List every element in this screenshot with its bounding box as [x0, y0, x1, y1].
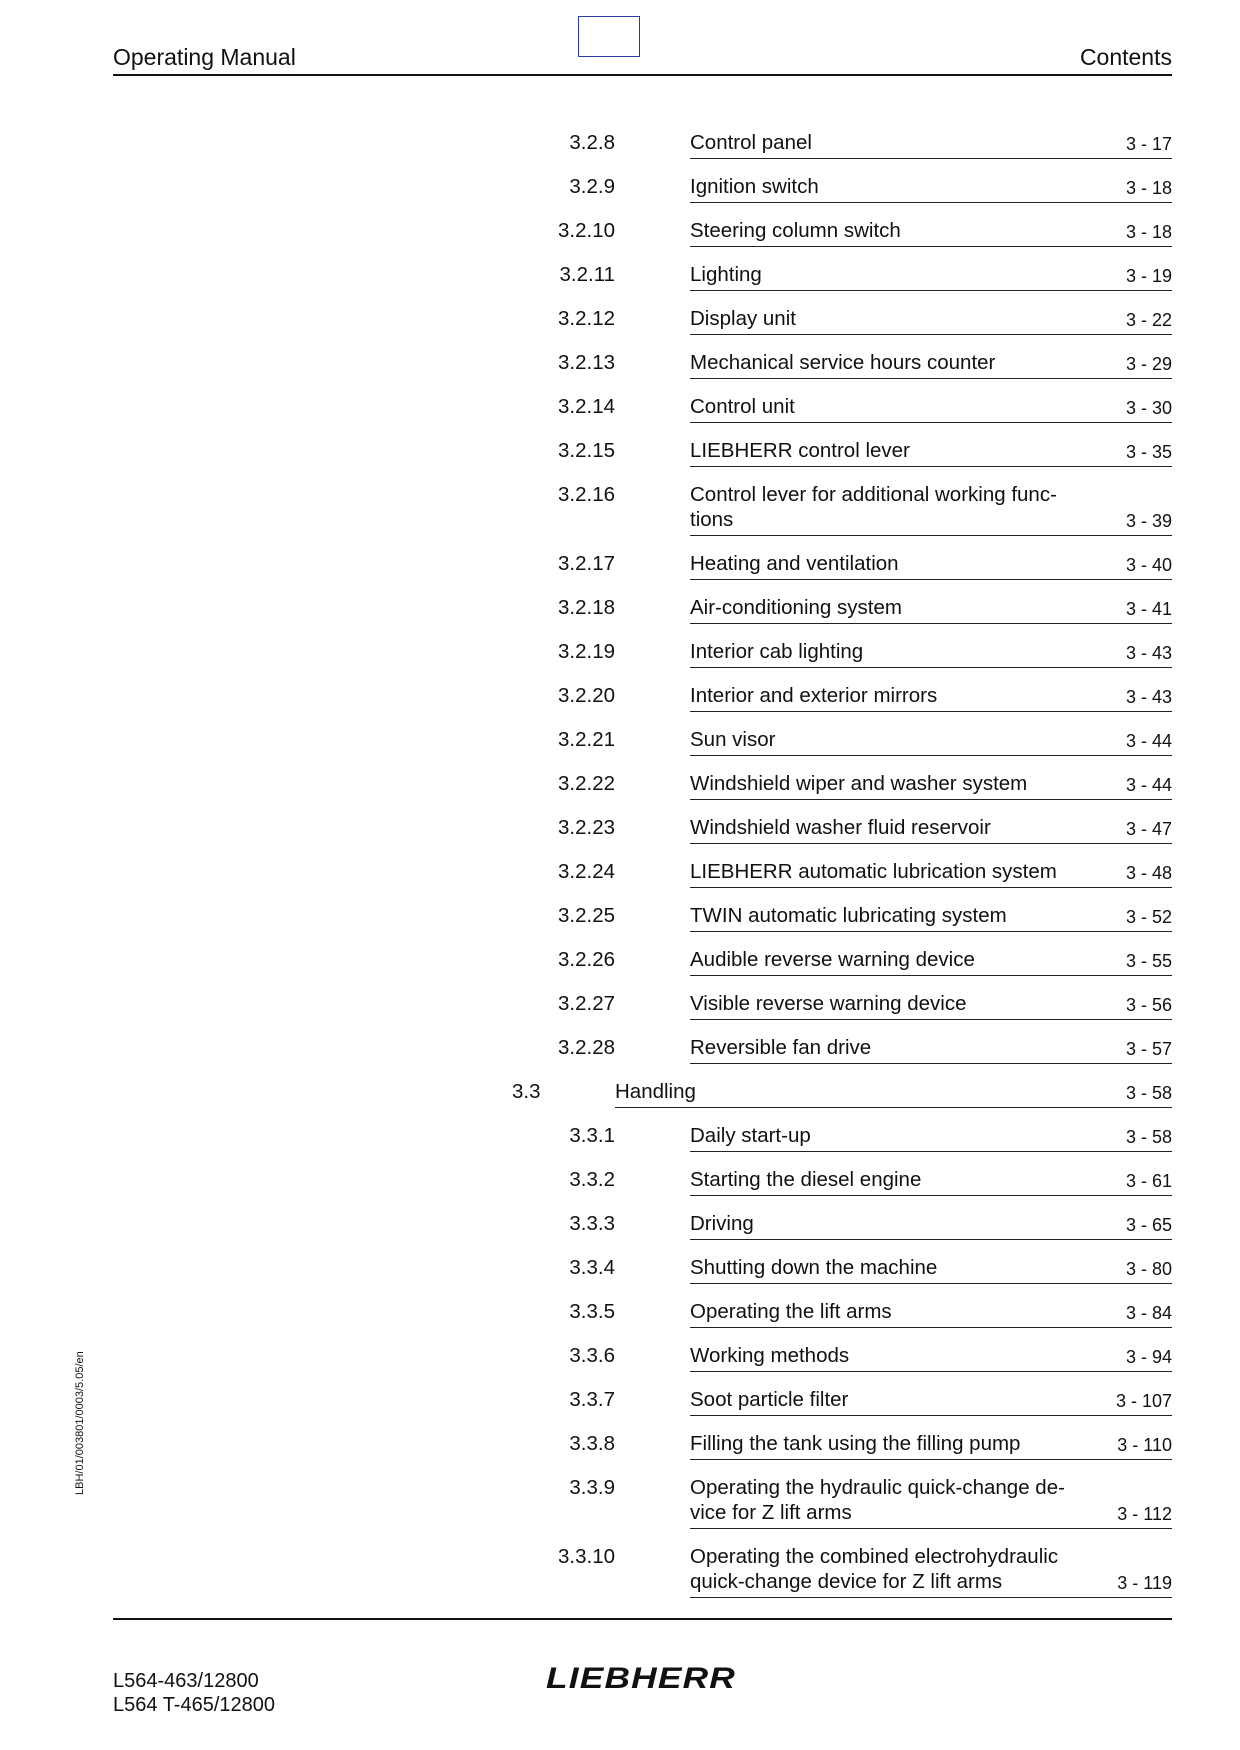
- toc-entry[interactable]: [0, 1475, 1172, 1531]
- toc-entry[interactable]: [0, 1431, 1172, 1462]
- toc-number: 3.3.2: [569, 1168, 615, 1191]
- toc-entry[interactable]: [0, 1123, 1172, 1154]
- toc-title: Starting the diesel engine: [690, 1168, 922, 1191]
- toc-rule: [690, 1151, 1172, 1152]
- toc-number: 3.2.16: [558, 483, 615, 506]
- toc-entry[interactable]: [0, 218, 1172, 249]
- model-number-2: L564 T-465/12800: [113, 1694, 276, 1716]
- toc-page: 3 - 65: [1125, 1215, 1172, 1235]
- toc-title: Visible reverse warning device: [690, 992, 967, 1015]
- toc-number: 3.2.27: [558, 992, 615, 1015]
- toc-number: 3.2.8: [569, 131, 615, 154]
- toc-number: 3.2.10: [558, 219, 615, 242]
- toc-page: 3 - 44: [1125, 775, 1172, 795]
- toc-title: Interior and exterior mirrors: [690, 684, 938, 707]
- toc-rule: [690, 755, 1172, 756]
- toc-title: Operating the lift arms: [690, 1300, 892, 1323]
- toc-page: 3 - 110: [1117, 1435, 1172, 1455]
- toc-title: Driving: [690, 1212, 754, 1235]
- toc-page: 3 - 107: [1115, 1391, 1172, 1411]
- toc-rule: [690, 975, 1172, 976]
- toc-page: 3 - 112: [1117, 1504, 1172, 1524]
- toc-entry[interactable]: [0, 947, 1172, 978]
- toc-entry[interactable]: [0, 771, 1172, 802]
- logo-text: LIEBHERR: [546, 1664, 736, 1692]
- toc-rule: [690, 799, 1172, 800]
- toc-entry[interactable]: [0, 1544, 1172, 1600]
- toc-number: 3.2.12: [558, 307, 615, 330]
- toc-rule: [690, 887, 1172, 888]
- toc-rule: [690, 1195, 1172, 1196]
- toc-entry[interactable]: [0, 815, 1172, 846]
- footer-divider: [113, 1618, 1172, 1620]
- toc-page: 3 - 57: [1125, 1039, 1172, 1059]
- toc-number: 3.3: [512, 1080, 541, 1103]
- toc-title: Control lever for additional working func- tions: [690, 483, 1057, 531]
- toc-rule: [690, 1019, 1172, 1020]
- toc-page: 3 - 58: [1125, 1127, 1172, 1147]
- toc-rule: [690, 422, 1172, 423]
- toc-entry[interactable]: [0, 394, 1172, 425]
- toc-entry[interactable]: [0, 859, 1172, 890]
- toc-number: 3.2.19: [558, 640, 615, 663]
- toc-entry[interactable]: [0, 130, 1172, 161]
- toc-rule: [690, 1597, 1172, 1598]
- toc-rule: [690, 1371, 1172, 1372]
- toc-page: 3 - 84: [1125, 1303, 1172, 1323]
- toc-entry[interactable]: [0, 991, 1172, 1022]
- toc-entry[interactable]: [0, 1255, 1172, 1286]
- toc-title: Windshield wiper and washer system: [690, 772, 1028, 795]
- toc-rule: [690, 466, 1172, 467]
- toc-rule: [690, 1063, 1172, 1064]
- toc-title: Display unit: [690, 307, 796, 330]
- toc-page: 3 - 58: [1125, 1083, 1172, 1103]
- toc-title: Interior cab lighting: [690, 640, 864, 663]
- toc-entry[interactable]: [0, 1035, 1172, 1066]
- toc-page: 3 - 41: [1125, 599, 1172, 619]
- toc-number: 3.2.20: [558, 684, 615, 707]
- toc-title: Steering column switch: [690, 219, 901, 242]
- toc-number: 3.2.15: [558, 439, 615, 462]
- model-number-1: L564-463/12800: [113, 1670, 259, 1692]
- toc-entry[interactable]: [0, 1167, 1172, 1198]
- toc-rule: [690, 378, 1172, 379]
- toc-title: Shutting down the machine: [690, 1256, 938, 1279]
- toc-entry[interactable]: [0, 683, 1172, 714]
- toc-number: 3.3.6: [569, 1344, 615, 1367]
- toc-number: 3.2.23: [558, 816, 615, 839]
- toc-rule: [690, 202, 1172, 203]
- toc-title: Working methods: [690, 1344, 850, 1367]
- toc-number: 3.3.9: [569, 1476, 615, 1499]
- toc-title: Filling the tank using the filling pump: [690, 1432, 1021, 1455]
- toc-title: Audible reverse warning device: [690, 948, 975, 971]
- toc-title: Air-conditioning system: [690, 596, 902, 619]
- toc-rule: [690, 623, 1172, 624]
- toc-entry[interactable]: [0, 1211, 1172, 1242]
- toc-number: 3.3.5: [569, 1300, 615, 1323]
- toc-title: Daily start-up: [690, 1124, 811, 1147]
- toc-page: 3 - 18: [1125, 178, 1172, 198]
- toc-entry[interactable]: [0, 903, 1172, 934]
- toc-entry[interactable]: [0, 438, 1172, 469]
- toc-rule: [690, 1239, 1172, 1240]
- toc-rule: [690, 843, 1172, 844]
- toc-title: Lighting: [690, 263, 762, 286]
- toc-page: 3 - 22: [1125, 310, 1172, 330]
- toc-title: LIEBHERR control lever: [690, 439, 910, 462]
- toc-number: 3.2.26: [558, 948, 615, 971]
- toc-rule: [690, 1283, 1172, 1284]
- toc-page: 3 - 30: [1125, 398, 1172, 418]
- toc-entry[interactable]: [0, 1343, 1172, 1374]
- toc-title: Ignition switch: [690, 175, 819, 198]
- toc-page: 3 - 35: [1125, 442, 1172, 462]
- toc-title: Control unit: [690, 395, 795, 418]
- toc-title: Windshield washer fluid reservoir: [690, 816, 991, 839]
- liebherr-logo: [545, 1664, 737, 1692]
- toc-rule: [690, 246, 1172, 247]
- toc-page: 3 - 39: [1125, 511, 1172, 531]
- toc-rule: [690, 1415, 1172, 1416]
- toc-number: 3.2.18: [558, 596, 615, 619]
- toc-rule: [690, 667, 1172, 668]
- toc-page: 3 - 47: [1125, 819, 1172, 839]
- toc-page: 3 - 44: [1125, 731, 1172, 751]
- toc-number: 3.2.25: [558, 904, 615, 927]
- toc-entry[interactable]: [0, 727, 1172, 758]
- toc-title: Reversible fan drive: [690, 1036, 872, 1059]
- toc-rule: [690, 158, 1172, 159]
- toc-page: 3 - 19: [1125, 266, 1172, 286]
- toc-title: TWIN automatic lubricating system: [690, 904, 1007, 927]
- toc-entry[interactable]: [0, 350, 1172, 381]
- toc-entry[interactable]: [0, 174, 1172, 205]
- toc-entry[interactable]: [0, 306, 1172, 337]
- toc-title: Handling: [615, 1080, 696, 1103]
- toc-page: 3 - 94: [1125, 1347, 1172, 1367]
- toc-rule: [690, 1327, 1172, 1328]
- toc-page: 3 - 119: [1117, 1573, 1172, 1593]
- toc-page: 3 - 55: [1125, 951, 1172, 971]
- toc-rule: [690, 711, 1172, 712]
- toc-number: 3.3.3: [569, 1212, 615, 1235]
- toc-rule: [690, 290, 1172, 291]
- toc-number: 3.2.11: [559, 263, 615, 286]
- toc-entry[interactable]: [0, 1299, 1172, 1330]
- toc-rule: [690, 931, 1172, 932]
- toc-entry[interactable]: [0, 1387, 1172, 1418]
- toc-entry[interactable]: [0, 595, 1172, 626]
- toc-page: 3 - 56: [1125, 995, 1172, 1015]
- toc-rule: [690, 1459, 1172, 1460]
- toc-number: 3.2.9: [569, 175, 615, 198]
- toc-page: 3 - 18: [1125, 222, 1172, 242]
- toc-number: 3.3.7: [569, 1388, 615, 1411]
- toc-rule: [690, 579, 1172, 580]
- toc-entry[interactable]: [0, 639, 1172, 670]
- toc-title: Operating the hydraulic quick-change de- vice for Z lift arms: [690, 1476, 1065, 1524]
- toc-page: 3 - 61: [1125, 1171, 1172, 1191]
- toc-number: 3.3.4: [569, 1256, 615, 1279]
- toc-title: Sun visor: [690, 728, 776, 751]
- section-title: Contents: [1079, 44, 1172, 70]
- toc-page: 3 - 80: [1125, 1259, 1172, 1279]
- document-code: LBH/01/003801/0003/5.05/en: [74, 1351, 86, 1495]
- toc-title: Soot particle filter: [690, 1388, 849, 1411]
- toc-entry[interactable]: [0, 262, 1172, 293]
- toc-number: 3.2.24: [558, 860, 615, 883]
- toc-page: 3 - 17: [1125, 134, 1172, 154]
- toc-rule: [690, 535, 1172, 536]
- toc-number: 3.3.1: [569, 1124, 615, 1147]
- toc-title: Heating and ventilation: [690, 552, 899, 575]
- toc-entry[interactable]: [0, 551, 1172, 582]
- toc-number: 3.3.8: [569, 1432, 615, 1455]
- toc-number: 3.2.22: [558, 772, 615, 795]
- toc-entry[interactable]: [0, 482, 1172, 538]
- toc-page: 3 - 29: [1125, 354, 1172, 374]
- toc-rule: [690, 1528, 1172, 1529]
- toc-title: Control panel: [690, 131, 812, 154]
- toc-number: 3.2.13: [558, 351, 615, 374]
- toc-number: 3.3.10: [558, 1545, 615, 1568]
- toc-rule: [690, 334, 1172, 335]
- toc-number: 3.2.21: [558, 728, 615, 751]
- manual-title: Operating Manual: [113, 44, 296, 70]
- toc-page: 3 - 48: [1125, 863, 1172, 883]
- toc-page: 3 - 43: [1125, 687, 1172, 707]
- toc-number: 3.2.17: [558, 552, 615, 575]
- toc-title: Operating the combined electrohydraulic quick-change device for Z lift arms: [690, 1545, 1059, 1593]
- toc-number: 3.2.28: [558, 1036, 615, 1059]
- toc-page: 3 - 52: [1125, 907, 1172, 927]
- toc-number: 3.2.14: [558, 395, 615, 418]
- toc-title: Mechanical service hours counter: [690, 351, 996, 374]
- toc-page: 3 - 43: [1125, 643, 1172, 663]
- toc-page: 3 - 40: [1125, 555, 1172, 575]
- toc-entry[interactable]: [0, 1079, 1172, 1110]
- toc-rule: [615, 1107, 1172, 1108]
- toc-title: LIEBHERR automatic lubrication system: [690, 860, 1057, 883]
